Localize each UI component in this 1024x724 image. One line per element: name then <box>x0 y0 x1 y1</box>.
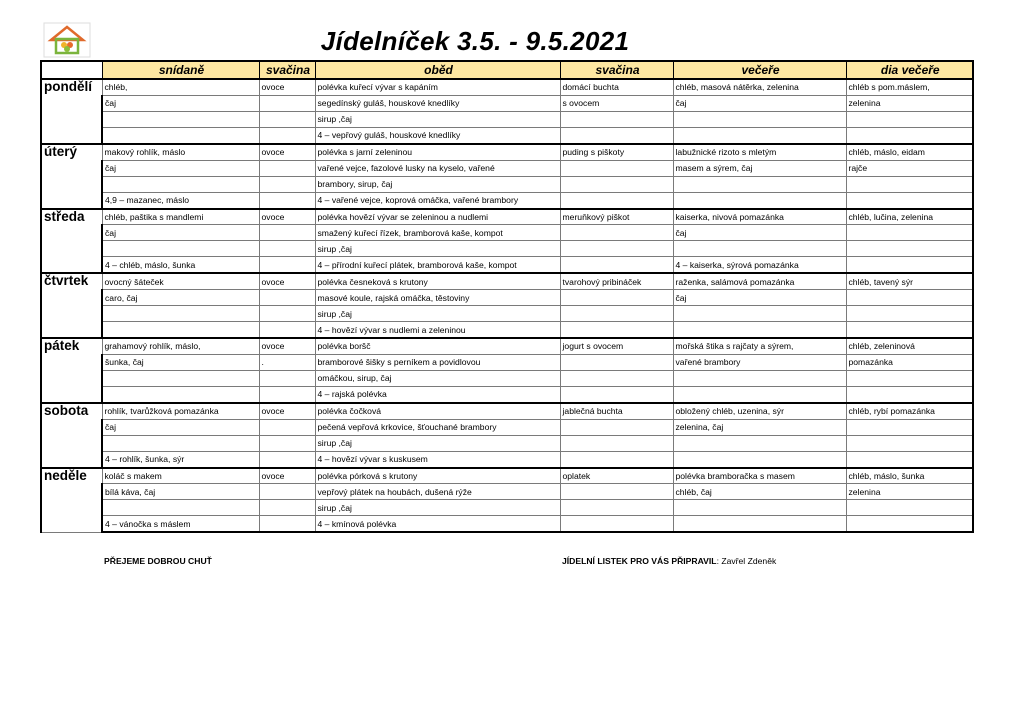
menu-cell <box>259 111 315 127</box>
menu-cell: labužnické rizoto s mletým <box>673 144 846 160</box>
table-row <box>41 273 973 289</box>
table-row <box>41 144 973 160</box>
menu-cell <box>673 111 846 127</box>
menu-cell: oplatek <box>560 468 673 484</box>
menu-cell <box>259 257 315 273</box>
menu-cell: pomazánka <box>846 354 973 370</box>
menu-cell: čaj <box>673 95 846 111</box>
day-name: pondělí <box>41 79 102 144</box>
table-row <box>41 451 973 467</box>
menu-cell: polévka boršč <box>315 338 560 354</box>
menu-cell: sirup ,čaj <box>315 306 560 322</box>
menu-cell: polévka čočková <box>315 403 560 419</box>
table-row <box>41 176 973 192</box>
footer-author-name: : Zavřel Zdeněk <box>716 556 777 566</box>
menu-cell <box>846 386 973 402</box>
menu-cell <box>102 370 259 386</box>
menu-cell: . <box>259 354 315 370</box>
menu-cell <box>846 451 973 467</box>
menu-cell <box>673 370 846 386</box>
menu-cell <box>259 160 315 176</box>
menu-cell <box>560 419 673 435</box>
menu-cell <box>560 111 673 127</box>
table-row <box>41 111 973 127</box>
menu-cell: 4 – kmínová polévka <box>315 516 560 532</box>
menu-cell <box>846 241 973 257</box>
menu-cell <box>560 516 673 532</box>
menu-cell <box>846 370 973 386</box>
menu-cell <box>102 500 259 516</box>
table-row <box>41 354 973 370</box>
menu-cell: puding s piškoty <box>560 144 673 160</box>
table-row <box>41 322 973 338</box>
menu-cell <box>846 290 973 306</box>
menu-cell <box>560 176 673 192</box>
menu-cell: chléb, máslo, eidam <box>846 144 973 160</box>
table-row <box>41 127 973 143</box>
day-name: čtvrtek <box>41 273 102 338</box>
menu-cell: ovoce <box>259 144 315 160</box>
menu-cell <box>259 290 315 306</box>
menu-cell: chléb, rybí pomazánka <box>846 403 973 419</box>
menu-cell: sirup ,čaj <box>315 500 560 516</box>
menu-cell: polévka kuřecí vývar s kapáním <box>315 79 560 95</box>
menu-cell <box>846 225 973 241</box>
menu-cell: chléb, lučina, zelenina <box>846 209 973 225</box>
menu-cell <box>673 386 846 402</box>
menu-cell: polévka pórková s krutony <box>315 468 560 484</box>
menu-cell: s ovocem <box>560 95 673 111</box>
menu-cell <box>102 435 259 451</box>
menu-cell <box>560 127 673 143</box>
page-title: Jídelníček 3.5. - 9.5.2021 <box>320 26 630 56</box>
footer-author <box>562 556 776 566</box>
table-row <box>41 79 973 95</box>
menu-cell: koláč s makem <box>102 468 259 484</box>
menu-cell <box>846 516 973 532</box>
table-row <box>41 484 973 500</box>
table-row <box>41 386 973 402</box>
menu-cell: ovocný šáteček <box>102 273 259 289</box>
menu-cell <box>102 176 259 192</box>
header-dia-vecere: dia večeře <box>846 61 973 79</box>
table-row <box>41 209 973 225</box>
table-row <box>41 403 973 419</box>
menu-cell <box>259 435 315 451</box>
menu-cell: vepřový plátek na houbách, dušená rýže <box>315 484 560 500</box>
menu-cell: tvarohový pribináček <box>560 273 673 289</box>
menu-cell <box>673 516 846 532</box>
menu-cell <box>259 225 315 241</box>
menu-cell <box>259 451 315 467</box>
menu-cell <box>560 500 673 516</box>
menu-cell: jablečná buchta <box>560 403 673 419</box>
menu-cell <box>102 386 259 402</box>
menu-cell: 4 – vařené vejce, koprová omáčka, vařené brambory <box>315 192 560 208</box>
menu-cell: jogurt s ovocem <box>560 338 673 354</box>
menu-cell <box>102 306 259 322</box>
menu-cell: grahamový rohlík, máslo, <box>102 338 259 354</box>
menu-cell: zelenina, čaj <box>673 419 846 435</box>
menu-cell: 4 – rohlík, šunka, sýr <box>102 451 259 467</box>
menu-cell: ovoce <box>259 468 315 484</box>
menu-cell <box>673 241 846 257</box>
day-name: sobota <box>41 403 102 468</box>
table-row <box>41 516 973 532</box>
menu-cell: brambory, sirup, čaj <box>315 176 560 192</box>
menu-cell: 4 – rajská polévka <box>315 386 560 402</box>
menu-cell <box>259 322 315 338</box>
footer-wish-text: PŘEJEME DOBROU CHUŤ <box>104 556 212 566</box>
day-name: středa <box>41 209 102 274</box>
menu-cell: šunka, čaj <box>102 354 259 370</box>
menu-cell: masem a sýrem, čaj <box>673 160 846 176</box>
menu-cell <box>846 192 973 208</box>
table-row <box>41 160 973 176</box>
table-row <box>41 306 973 322</box>
menu-cell: čaj <box>102 160 259 176</box>
menu-cell: ovoce <box>259 403 315 419</box>
menu-cell <box>673 451 846 467</box>
menu-cell: čaj <box>102 225 259 241</box>
menu-cell <box>673 127 846 143</box>
menu-cell <box>259 386 315 402</box>
menu-cell <box>560 322 673 338</box>
menu-cell: čaj <box>673 290 846 306</box>
header-svacina-1: svačina <box>259 61 315 79</box>
table-row <box>41 225 973 241</box>
header-row <box>41 61 973 79</box>
menu-cell <box>560 257 673 273</box>
menu-cell <box>673 435 846 451</box>
menu-cell <box>259 127 315 143</box>
menu-cell <box>102 127 259 143</box>
menu-cell: ovoce <box>259 79 315 95</box>
menu-cell <box>560 290 673 306</box>
menu-cell: 4 – vánočka s máslem <box>102 516 259 532</box>
menu-cell: rohlík, tvarůžková pomazánka <box>102 403 259 419</box>
menu-cell: polévka bramboračka s masem <box>673 468 846 484</box>
menu-cell: polévka česneková s krutony <box>315 273 560 289</box>
table-row <box>41 435 973 451</box>
menu-cell: polévka s jarní zeleninou <box>315 144 560 160</box>
table-row <box>41 290 973 306</box>
menu-cell <box>560 354 673 370</box>
menu-cell: segedínský guláš, houskové knedlíky <box>315 95 560 111</box>
table-row <box>41 370 973 386</box>
menu-cell <box>102 111 259 127</box>
menu-cell <box>259 306 315 322</box>
menu-cell: 4,9 – mazanec, máslo <box>102 192 259 208</box>
menu-cell <box>846 322 973 338</box>
menu-cell <box>259 484 315 500</box>
menu-cell: chléb, čaj <box>673 484 846 500</box>
header-obed: oběd <box>315 61 560 79</box>
menu-cell: chléb, masová nátěrka, zelenina <box>673 79 846 95</box>
menu-cell: polévka hovězí vývar se zeleninou a nudlemi <box>315 209 560 225</box>
menu-cell: kaiserka, nivová pomazánka <box>673 209 846 225</box>
menu-cell <box>846 176 973 192</box>
menu-cell <box>560 451 673 467</box>
menu-cell: zelenina <box>846 95 973 111</box>
menu-body <box>41 79 973 532</box>
menu-cell: sirup ,čaj <box>315 241 560 257</box>
menu-cell: chléb, máslo, šunka <box>846 468 973 484</box>
menu-cell: ovoce <box>259 273 315 289</box>
menu-cell <box>259 176 315 192</box>
menu-cell: masové koule, rajská omáčka, těstoviny <box>315 290 560 306</box>
footer-author-label: JÍDELNÍ LISTEK PRO VÁS PŘIPRAVIL <box>562 556 717 566</box>
header-snidane: snídaně <box>102 61 259 79</box>
menu-cell <box>560 435 673 451</box>
menu-cell <box>259 241 315 257</box>
menu-cell: smažený kuřecí řízek, bramborová kaše, kompot <box>315 225 560 241</box>
menu-cell <box>259 192 315 208</box>
table-row <box>41 500 973 516</box>
menu-cell: ovoce <box>259 209 315 225</box>
menu-cell <box>846 111 973 127</box>
menu-cell <box>102 241 259 257</box>
menu-cell: bramborové šišky s perníkem a povidlovou <box>315 354 560 370</box>
footer-wish <box>104 556 212 566</box>
menu-cell: vařené brambory <box>673 354 846 370</box>
menu-cell <box>673 176 846 192</box>
menu-cell: meruňkový piškot <box>560 209 673 225</box>
menu-cell <box>560 370 673 386</box>
menu-cell: 4 – kaiserka, sýrová pomazánka <box>673 257 846 273</box>
menu-cell <box>846 306 973 322</box>
menu-table <box>40 60 974 533</box>
menu-cell: obložený chléb, uzenina, sýr <box>673 403 846 419</box>
menu-cell <box>259 95 315 111</box>
header-vecere: večeře <box>673 61 846 79</box>
menu-cell <box>846 257 973 273</box>
menu-cell <box>259 370 315 386</box>
menu-cell <box>102 322 259 338</box>
menu-cell <box>673 192 846 208</box>
table-row <box>41 468 973 484</box>
header-day-col <box>41 61 102 79</box>
menu-cell <box>259 500 315 516</box>
menu-cell: sirup ,čaj <box>315 111 560 127</box>
menu-cell <box>846 500 973 516</box>
menu-cell: 4 – přírodní kuřecí plátek, bramborová kaše, kompot <box>315 257 560 273</box>
menu-cell: 4 – hovězí vývar s kuskusem <box>315 451 560 467</box>
menu-cell: omáčkou, sirup, čaj <box>315 370 560 386</box>
menu-cell <box>560 386 673 402</box>
menu-cell <box>259 419 315 435</box>
house-logo-icon <box>43 22 91 58</box>
table-row <box>41 338 973 354</box>
menu-cell <box>846 127 973 143</box>
menu-cell: 4 – hovězí vývar s nudlemi a zeleninou <box>315 322 560 338</box>
menu-cell: rajče <box>846 160 973 176</box>
menu-cell: chléb, paštika s mandlemi <box>102 209 259 225</box>
menu-cell: čaj <box>102 419 259 435</box>
menu-cell: chléb s pom.máslem, <box>846 79 973 95</box>
menu-cell <box>673 500 846 516</box>
table-row <box>41 192 973 208</box>
menu-cell: vařené vejce, fazolové lusky na kyselo, vařené <box>315 160 560 176</box>
menu-cell <box>673 322 846 338</box>
table-row <box>41 95 973 111</box>
menu-cell: caro, čaj <box>102 290 259 306</box>
menu-cell <box>560 484 673 500</box>
menu-cell: 4 – vepřový guláš, houskové knedlíky <box>315 127 560 143</box>
menu-cell <box>560 225 673 241</box>
menu-cell: zelenina <box>846 484 973 500</box>
menu-cell <box>846 419 973 435</box>
menu-cell <box>560 241 673 257</box>
menu-cell: domácí buchta <box>560 79 673 95</box>
menu-cell: chléb, tavený sýr <box>846 273 973 289</box>
menu-cell: čaj <box>673 225 846 241</box>
menu-cell <box>560 192 673 208</box>
menu-cell: raženka, salámová pomazánka <box>673 273 846 289</box>
menu-cell <box>259 516 315 532</box>
menu-cell: pečená vepřová krkovice, šťouchané brambory <box>315 419 560 435</box>
menu-cell: ovoce <box>259 338 315 354</box>
menu-cell: mořská štika s rajčaty a sýrem, <box>673 338 846 354</box>
table-row <box>41 257 973 273</box>
menu-cell: čaj <box>102 95 259 111</box>
day-name: neděle <box>41 468 102 533</box>
menu-cell: 4 – chléb, máslo, šunka <box>102 257 259 273</box>
table-row <box>41 241 973 257</box>
menu-cell: chléb, <box>102 79 259 95</box>
menu-cell <box>560 306 673 322</box>
table-row <box>41 419 973 435</box>
menu-cell <box>673 306 846 322</box>
menu-cell: sirup ,čaj <box>315 435 560 451</box>
menu-cell: chléb, zeleninová <box>846 338 973 354</box>
day-name: pátek <box>41 338 102 403</box>
header-svacina-2: svačina <box>560 61 673 79</box>
menu-cell <box>846 435 973 451</box>
menu-cell: makový rohlík, máslo <box>102 144 259 160</box>
menu-cell <box>560 160 673 176</box>
day-name: úterý <box>41 144 102 209</box>
menu-cell: bílá káva, čaj <box>102 484 259 500</box>
